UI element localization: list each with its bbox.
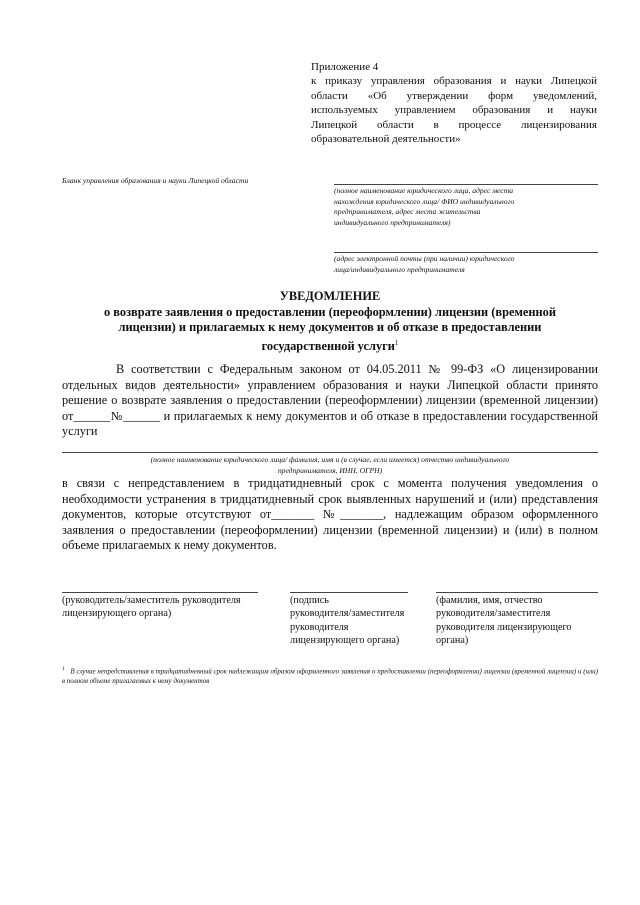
notice-title-line-2: о возврате заявления о предоставлении (переоформлении) лицензии (временной — [103, 304, 557, 319]
recipient-name-hint — [334, 186, 598, 228]
appendix-line-2: области «Об утверждении форм уведомлений, — [311, 89, 597, 102]
notice-title-line-4 — [62, 336, 598, 355]
recipient-email-hint — [334, 254, 598, 275]
recipient-hint-2-line-2: лица/индивидуального предпринимателя — [334, 264, 465, 274]
recipient-hint-1-line-1: (полное наименование юридического лица, адрес места — [334, 186, 514, 195]
paragraph-reason-text: в связи с непредставлением в тридцатидневный срок с момента получения уведомления о необходимости устранения в тридцатидневный срок выявленных нарушений и (или) представления документов, которые отсутствуют от_______ №_______, надлежащим образом оформленного заявления о предоставлении (переоформлении) лицензии (временной лицензии) и (или) в полном объеме прилагаемых к нему документов. — [62, 476, 598, 552]
recipient-name-line — [334, 184, 598, 185]
signature-col2-line-3: руководителя — [290, 621, 349, 633]
appendix-line-5: образовательной деятельности» — [311, 133, 461, 146]
signature-col3-line-1: (фамилия, имя, отчество — [436, 595, 543, 606]
appendix-header — [311, 60, 597, 146]
signature-col2-line-4: лицензирующего органа) — [290, 635, 400, 647]
notice-title-line-4-text: государственной услуги — [261, 338, 395, 353]
footnote-text: В случае непредставления в тридцатидневный срок надлежащим образом оформленного заявления о предоставлении (переоформлении) лицензии (временной лицензии) и (или) в полном объеме прилагаемых к нему документов — [62, 667, 599, 686]
paragraph-reason — [62, 476, 598, 554]
applicant-hint-line-2: предпринимателя, ИНН, ОГРН) — [277, 465, 383, 475]
signature-col3-line-2: руководителя/заместителя — [436, 608, 551, 620]
signature-col2-line-2: руководителя/заместителя — [290, 608, 405, 620]
notice-title — [62, 289, 598, 355]
notice-title-heading: УВЕДОМЛЕНИЕ — [279, 289, 381, 303]
signature-col1-line-2: лицензирующего органа) — [62, 608, 172, 620]
recipient-hint-2-line-1: (адрес электронной почты (при наличии) юридического — [334, 254, 515, 263]
footnote-mark: 1 — [62, 666, 65, 672]
appendix-line-3: используемых управлением образования и науки — [311, 104, 597, 117]
recipient-hint-1-line-2: нахождения юридического лица/ ФИО индивидуального — [334, 196, 515, 206]
signature-fullname-caption — [436, 594, 598, 648]
recipient-hint-1-line-3: предпринимателя, адрес места жительства — [334, 207, 481, 217]
signature-col3-line-3: руководителя лицензирующего — [436, 621, 572, 633]
recipient-email-line — [334, 252, 598, 253]
signature-col1-line-1: (руководитель/заместитель руководителя — [62, 595, 241, 606]
signature-sign-line — [290, 592, 408, 593]
paragraph-decision-text: В соответствии с Федеральным законом от 04.05.2011 № 99-ФЗ «О лицензировании отдельных видов деятельности» управлением образования и науки Липецкой области принято решение о возврате заявления о предоставлении (переоформлении) лицензии (временной лицензии) от______№______ и прилагаемых к нему документов и об отказе в предоставлении государственной услуги — [62, 362, 598, 438]
signature-fullname-line — [436, 592, 598, 593]
applicant-hint-line-1: (полное наименование юридического лица/ фамилия, имя и (в случае, если имеется) отчество индивидуального — [150, 455, 510, 464]
applicant-name-hint — [62, 455, 598, 476]
paragraph-decision — [62, 362, 598, 440]
appendix-title: Приложение 4 — [311, 61, 379, 73]
signature-position-line — [62, 592, 258, 593]
signature-col3-line-4: органа) — [436, 635, 469, 647]
appendix-line-1: к приказу управления образования и науки Липецкой — [311, 75, 597, 88]
signature-position-caption — [62, 594, 272, 621]
appendix-line-4: Липецкой области в процессе лицензирования — [311, 118, 597, 131]
recipient-hint-1-line-4: индивидуального предпринимателя) — [334, 217, 451, 227]
signature-sign-caption — [290, 594, 430, 648]
footnote-reference: 1 — [394, 338, 399, 347]
signature-col2-line-1: (подпись — [290, 595, 329, 606]
letterhead-label: Бланк управления образования и науки Липецкой области — [62, 176, 249, 185]
applicant-name-line — [62, 452, 598, 453]
footnote — [62, 664, 598, 686]
notice-title-line-3: лицензии) и прилагаемых к нему документов и об отказе в предоставлении — [118, 320, 542, 335]
